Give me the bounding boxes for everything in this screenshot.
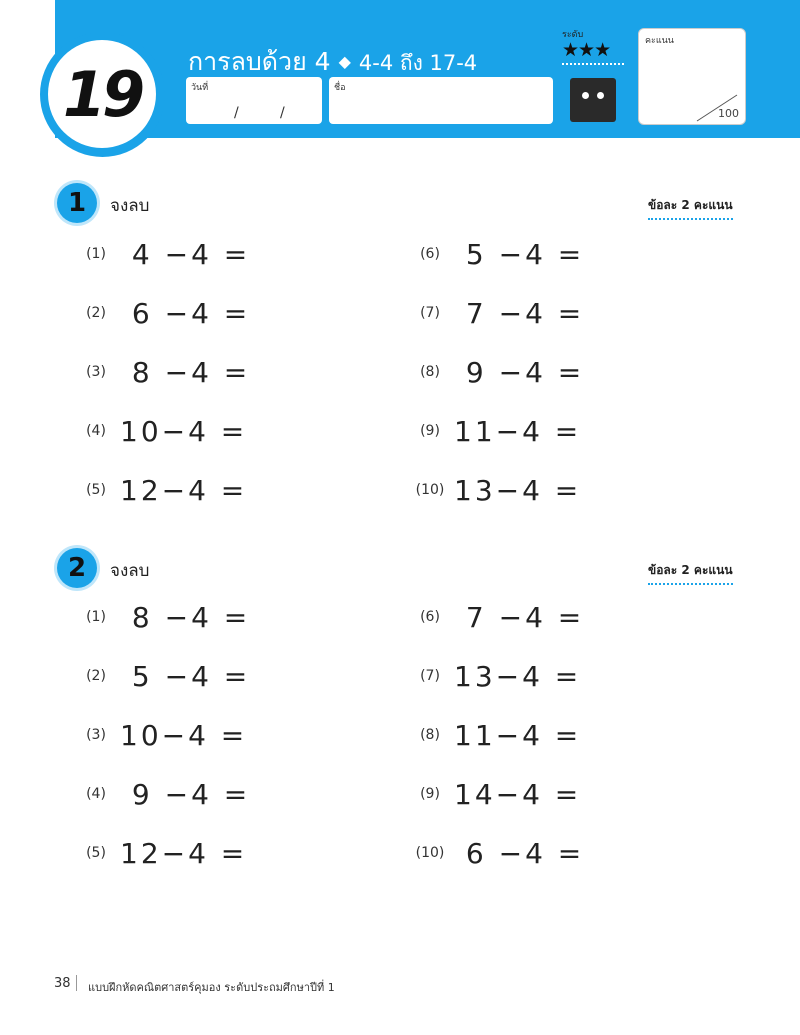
problem-expression: 4 −4 = [120,237,251,271]
problem-number: (3) [86,727,106,743]
section-1-badge [57,183,97,223]
lesson-badge [48,40,156,148]
date-field[interactable] [186,77,322,124]
problem-item [72,715,247,755]
problem-expression: 8 −4 = [120,355,251,389]
problem-expression: 7 −4 = [454,600,585,634]
title-subtitle: 4-4 ถึง 17-4 [358,51,478,75]
problem-item [72,234,250,274]
problem-number: (5) [86,482,106,498]
problem-number: (6) [420,609,440,625]
name-field[interactable] [329,77,553,124]
problem-item [406,352,584,392]
problem-item [406,470,581,510]
problem-item [406,234,584,274]
problem-item [72,470,247,510]
problem-number: (8) [420,364,440,380]
problem-item [406,293,584,333]
problem-item [72,774,250,814]
section-2-points: ข้อละ 2 คะแนน [648,561,733,585]
problem-expression: 8 −4 = [120,600,251,634]
date-separator: / [234,105,239,121]
problem-item [72,352,250,392]
level-divider [562,63,624,65]
score-label: คะแนน [645,36,674,46]
problem-item [406,774,581,814]
monster-eye [582,92,589,99]
problem-expression: 9 −4 = [454,355,585,389]
section-2-number: 2 [67,553,87,583]
problem-item [406,656,581,696]
star-rating-icon: ★★★ [562,39,611,61]
problem-item [72,833,247,873]
problem-number: (4) [86,423,106,439]
problem-expression: 10−4 = [120,718,248,752]
problem-expression: 12−4 = [120,473,248,507]
score-max: 100 [718,107,739,120]
diamond-icon: ◆ [338,52,351,71]
problem-number: (10) [415,482,445,498]
date-label: วันที่ [191,83,209,93]
problem-number: (7) [420,668,440,684]
problem-expression: 11−4 = [454,718,582,752]
problem-expression: 13−4 = [454,473,582,507]
section-1-instruction: จงลบ [110,196,150,216]
problem-expression: 10−4 = [120,414,248,448]
monster-eye [597,92,604,99]
problem-number: (4) [86,786,106,802]
problem-number: (2) [86,305,106,321]
problem-item [72,656,250,696]
name-label: ชื่อ [334,83,346,93]
problem-number: (9) [420,423,440,439]
problem-number: (5) [86,845,106,861]
problem-item [406,833,584,873]
problem-number: (2) [86,668,106,684]
page-number: 38 [54,976,71,991]
problem-expression: 12−4 = [120,836,248,870]
title-text: การลบด้วย 4 [188,47,331,76]
problem-expression: 6 −4 = [120,296,251,330]
problem-expression: 9 −4 = [120,777,251,811]
problem-number: (1) [86,246,106,262]
problem-expression: 5 −4 = [120,659,251,693]
problem-number: (10) [415,845,445,861]
lesson-number: 19 [62,57,142,131]
score-box[interactable] [638,28,746,125]
problem-item [406,597,584,637]
problem-number: (7) [420,305,440,321]
problem-item [72,411,247,451]
problem-expression: 11−4 = [454,414,582,448]
problem-number: (3) [86,364,106,380]
problem-number: (1) [86,609,106,625]
page-title [188,42,477,82]
problem-number: (9) [420,786,440,802]
section-1-points: ข้อละ 2 คะแนน [648,196,733,220]
problem-expression: 13−4 = [454,659,582,693]
problem-expression: 5 −4 = [454,237,585,271]
section-2-badge [57,548,97,588]
problem-expression: 14−4 = [454,777,582,811]
problem-item [406,411,581,451]
problem-item [72,293,250,333]
date-separator: / [280,105,285,121]
level-label: ระดับ [562,30,584,40]
problem-item [406,715,581,755]
problem-item [72,597,250,637]
footer-divider [76,975,77,991]
section-2-instruction: จงลบ [110,561,150,581]
problem-number: (6) [420,246,440,262]
problem-expression: 6 −4 = [454,836,585,870]
book-title: แบบฝึกหัดคณิตศาสตร์คุมอง ระดับประถมศึกษาปีที่ 1 [88,981,335,994]
problem-number: (8) [420,727,440,743]
monster-icon [570,78,616,122]
problem-expression: 7 −4 = [454,296,585,330]
section-1-number: 1 [67,188,87,218]
